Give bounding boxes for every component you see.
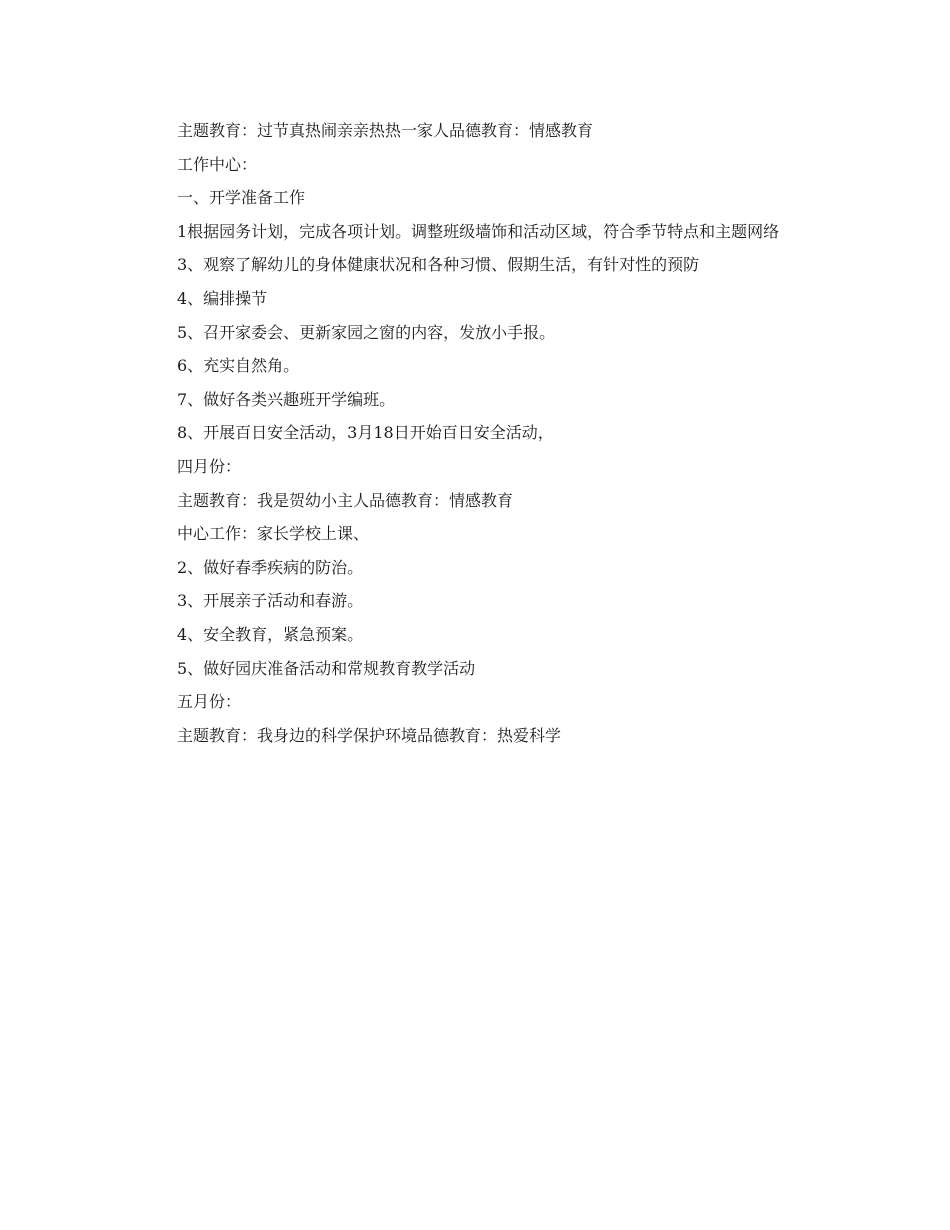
paragraph: 4、安全教育，紧急预案。 xyxy=(177,624,364,644)
paragraph: 五月份： xyxy=(177,692,242,712)
paragraph: 7、做好各类兴趣班开学编班。 xyxy=(177,389,396,409)
paragraph: 中心工作：家长学校上课、 xyxy=(177,524,370,544)
paragraph: 一、开学准备工作 xyxy=(177,188,306,208)
paragraph: 1根据园务计划，完成各项计划。调整班级墙饰和活动区域，符合季节特点和主题网络 xyxy=(177,221,780,241)
paragraph: 四月份： xyxy=(177,456,242,476)
paragraph: 4、编排操节 xyxy=(177,288,268,308)
paragraph: 主题教育：我是贺幼小主人品德教育：情感教育 xyxy=(177,490,514,510)
document-body xyxy=(140,114,815,752)
paragraph: 5、召开家委会、更新家园之窗的内容，发放小手报。 xyxy=(177,322,556,342)
paragraph: 2、做好春季疾病的防治。 xyxy=(177,557,364,577)
paragraph: 8、开展百日安全活动，3月18日开始百日安全活动， xyxy=(177,423,554,443)
paragraph: 5、做好园庆准备活动和常规教育教学活动 xyxy=(177,658,476,678)
paragraph: 6、充实自然角。 xyxy=(177,356,300,376)
paragraph: 主题教育：我身边的科学保护环境品德教育：热爱科学 xyxy=(177,725,562,745)
paragraph: 3、开展亲子活动和春游。 xyxy=(177,591,364,611)
paragraph: 主题教育：过节真热闹亲亲热热一家人品德教育：情感教育 xyxy=(177,121,594,140)
paragraph: 工作中心： xyxy=(177,154,258,174)
paragraph: 3、观察了解幼儿的身体健康状况和各种习惯、假期生活，有针对性的预防 xyxy=(177,255,700,275)
